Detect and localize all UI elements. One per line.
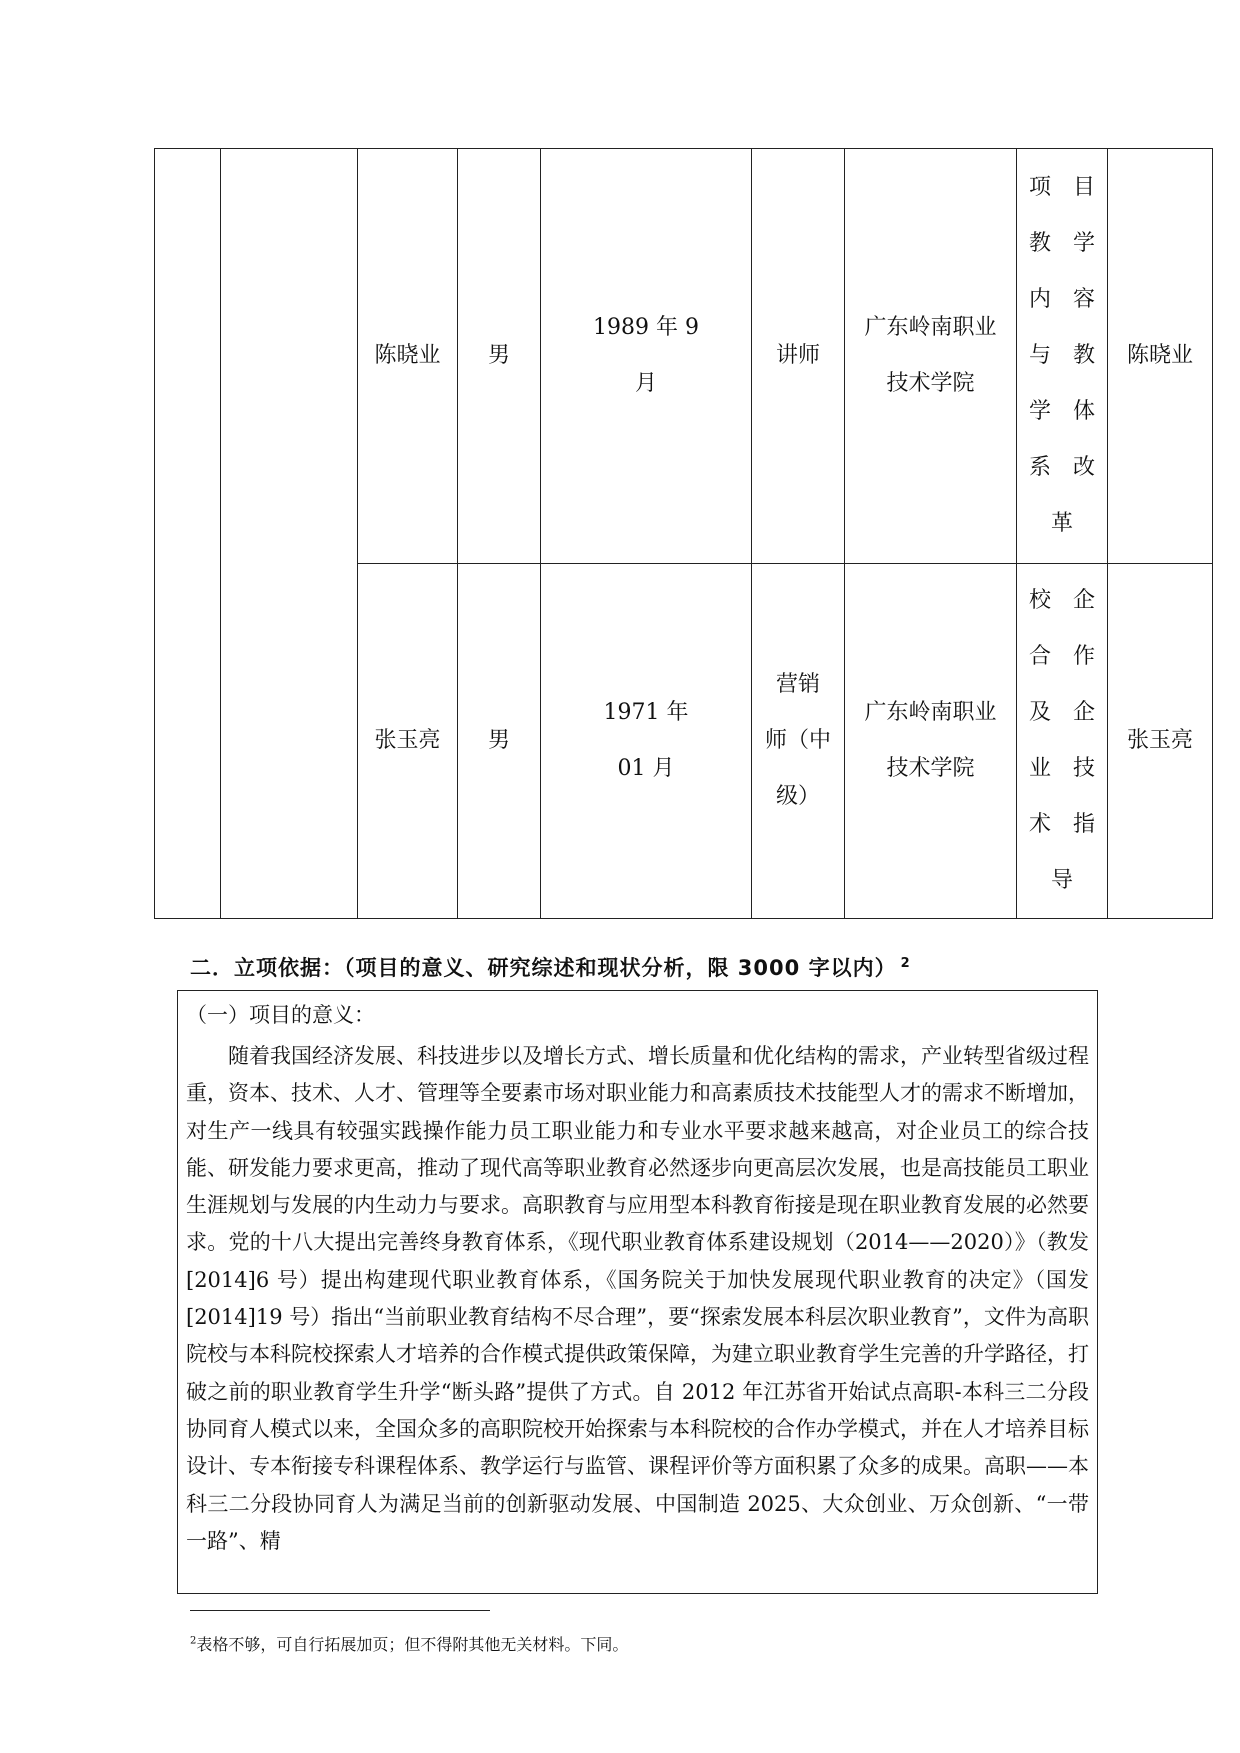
footnote-text: 表格不够，可自行拓展加页；但不得附其他无关材料。下同。 — [196, 1635, 629, 1654]
member-birth-line: 1989 年 9 — [593, 315, 699, 340]
member-task-line: 校 企 — [1028, 588, 1095, 613]
member-unit — [845, 149, 1017, 564]
table-row — [155, 149, 1213, 564]
members-table — [154, 148, 1213, 919]
member-unit — [845, 564, 1017, 919]
member-gender: 男 — [458, 149, 541, 564]
member-task-line: 术 指 — [1028, 812, 1095, 837]
footnote-mark: 2 — [190, 1635, 197, 1647]
member-birth — [541, 564, 752, 919]
member-task — [1017, 564, 1108, 919]
member-signature: 陈晓业 — [1108, 149, 1213, 564]
footnote-divider — [190, 1610, 490, 1611]
member-task-line: 内 容 — [1028, 287, 1095, 312]
member-task-line: 教 学 — [1028, 231, 1095, 256]
merged-cell-left — [155, 149, 221, 919]
footnote-reference: 2 — [900, 956, 911, 971]
member-title — [752, 149, 845, 564]
member-unit-line: 广东岭南职业 — [864, 315, 997, 340]
member-task-line: 革 — [1050, 511, 1073, 536]
member-signature: 张玉亮 — [1108, 564, 1213, 919]
body-paragraph: 随着我国经济发展、科技进步以及增长方式、增长质量和优化结构的需求，产业转型省级过程重，资本、技术、人才、管理等全要素市场对职业能力和高素质技术技能型人才的需求不断增加，对生产一线具有较强实践操作能力员工职业能力和专业水平要求越来越高，对企业员工的综合技能、研发能力要求更高，推动了现代高等职业教育必然逐步向更高层次发展，也是高技能员工职业生涯规划与发展的内生动力与要求。高职教育与应用型本科教育衔接是现在职业教育发展的必然要求。党的十八大提出完善终身教育体系，《现代职业教育体系建设规划（2014——2020）》（教发[2014]6 号）提出构建现代职业教育体系，《国务院关于加快发展现代职业教育的决定》（国发[2014]19 号）指出“当前职业教育结构不尽合理”，要“探索发展本科层次职业教育”，文件为高职院校与本科院校探索人才培养的合作模式提供政策保障，为建立职业教育学生完善的升学路径，打破之前的职业教育学生升学“断头路”提供了方式。自 2012 年江苏省开始试点高职-本科三二分段协同育人模式以来，全国众多的高职院校开始探索与本科院校的合作办学模式，并在人才培养目标设计、专本衔接专科课程体系、教学运行与监管、课程评价等方面积累了众多的成果。高职——本科三二分段协同育人为满足当前的创新驱动发展、中国制造 2025、大众创业、万众创新、“一带一路”、精 — [186, 1044, 1089, 1553]
member-task-line: 合 作 — [1028, 644, 1095, 669]
section-content-box — [177, 990, 1098, 1594]
member-birth-line: 1971 年 — [603, 700, 689, 725]
member-name: 陈晓业 — [358, 149, 458, 564]
member-name: 张玉亮 — [358, 564, 458, 919]
member-title — [752, 564, 845, 919]
member-task-line: 项 目 — [1028, 175, 1095, 200]
footnote — [190, 1632, 628, 1655]
member-task-line: 及 企 — [1028, 700, 1095, 725]
member-task-line: 业 技 — [1028, 756, 1095, 781]
member-unit-line: 广东岭南职业 — [864, 700, 997, 725]
member-task-line: 导 — [1050, 868, 1073, 893]
member-task-line: 学 体 — [1028, 399, 1095, 424]
member-title-line: 级） — [775, 784, 820, 809]
member-birth-line: 01 月 — [617, 756, 675, 781]
member-birth — [541, 149, 752, 564]
subheading: （一）项目的意义： — [186, 1003, 375, 1027]
section-title-text: 二．立项依据：（项目的意义、研究综述和现状分析，限 3000 字以内） — [190, 956, 897, 980]
member-unit-line: 技术学院 — [886, 756, 975, 781]
member-title-line: 营销 — [775, 672, 820, 697]
member-unit-line: 技术学院 — [886, 371, 975, 396]
member-title-line: 讲师 — [775, 343, 820, 368]
member-birth-line: 月 — [634, 371, 657, 396]
member-task-line: 与 教 — [1028, 343, 1095, 368]
merged-cell-left-2 — [221, 149, 358, 919]
member-gender: 男 — [458, 564, 541, 919]
member-task-line: 系 改 — [1028, 455, 1095, 480]
member-title-line: 师（中 — [764, 728, 831, 753]
member-task — [1017, 149, 1108, 564]
section-title — [190, 952, 911, 982]
